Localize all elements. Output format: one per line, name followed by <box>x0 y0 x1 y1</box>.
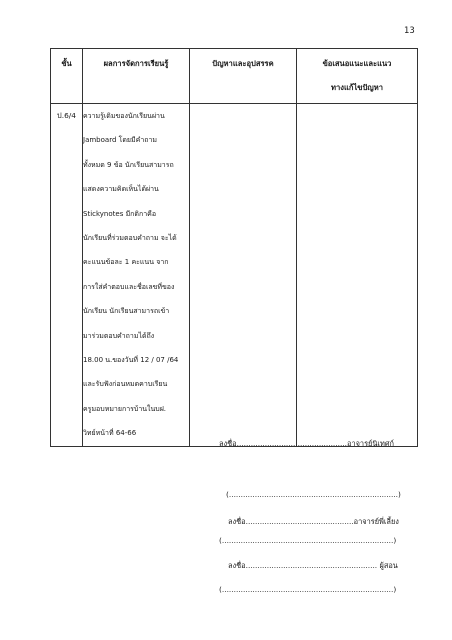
description-line: และรับฟังก่อนหมดคาบเรียน <box>83 380 168 389</box>
description-line: การใส่คำตอบและชื่อเลขที่ของ <box>83 282 175 291</box>
teaching-report-table <box>50 48 418 447</box>
page-number: 13 <box>404 26 415 36</box>
description-line: ทั้งหมด 9 ข้อ นักเรียนสามารถ <box>83 160 174 169</box>
description-line: นักเรียนที่ร่วมตอบคำถาม จะได้ <box>83 234 177 243</box>
mentor-name-line: (.........................................................................) <box>219 536 397 545</box>
teacher-signature-line: ลงชื่อ........................................................ ผู้สอน <box>228 561 398 570</box>
description-line: คะแนนข้อละ 1 คะแนน จาก <box>83 258 169 267</box>
description-line: Jamboard โดยมีคำถาม <box>83 136 158 145</box>
description-line: ความรู้เดิมของนักเรียนผ่าน <box>83 112 165 120</box>
description-line: ครูมอบหมายการบ้านในบฝ. <box>83 404 167 413</box>
supervisor-name-line: (........................................................................) <box>226 490 401 499</box>
learning-results-cell <box>83 104 190 447</box>
teacher-name-line: (.........................................................................) <box>219 585 397 594</box>
grade-cell: ป.6/4 <box>51 104 83 447</box>
header-grade: ชั้น <box>51 49 83 104</box>
description-line: Stickynotes มีกติกาคือ <box>83 209 157 218</box>
description-line: มาร่วมตอบคำถามได้ถึง <box>83 331 155 340</box>
header-suggestions <box>297 49 418 104</box>
header-suggestions-line1: ข้อเสนอแนะและแนว <box>322 59 392 68</box>
description-line: 18.00 น.ของวันที่ 12 / 07 /64 <box>83 356 179 365</box>
header-problems: ปัญหาและอุปสรรค <box>190 49 297 104</box>
header-learning-results: ผลการจัดการเรียนรู้ <box>83 49 190 104</box>
table-header-row <box>51 49 418 104</box>
suggestions-cell <box>297 104 418 447</box>
description-line: แสดงความคิดเห็นได้ผ่าน <box>83 185 159 194</box>
mentor-signature-line: ลงชื่อ..............................................อาจารย์พี่เลี้ยง <box>228 517 399 526</box>
problems-cell <box>190 104 297 447</box>
description-line: นักเรียน นักเรียนสามารถเข้า <box>83 307 170 316</box>
header-suggestions-line2: ทางแก้ไขปัญหา <box>330 83 384 92</box>
table-row <box>51 104 418 447</box>
supervisor-signature-line: ลงชื่อ...............................................อาจารย์นิเทศก์ <box>219 439 394 448</box>
description-line: วิทย์หน้าที่ 64-66 <box>83 429 137 438</box>
